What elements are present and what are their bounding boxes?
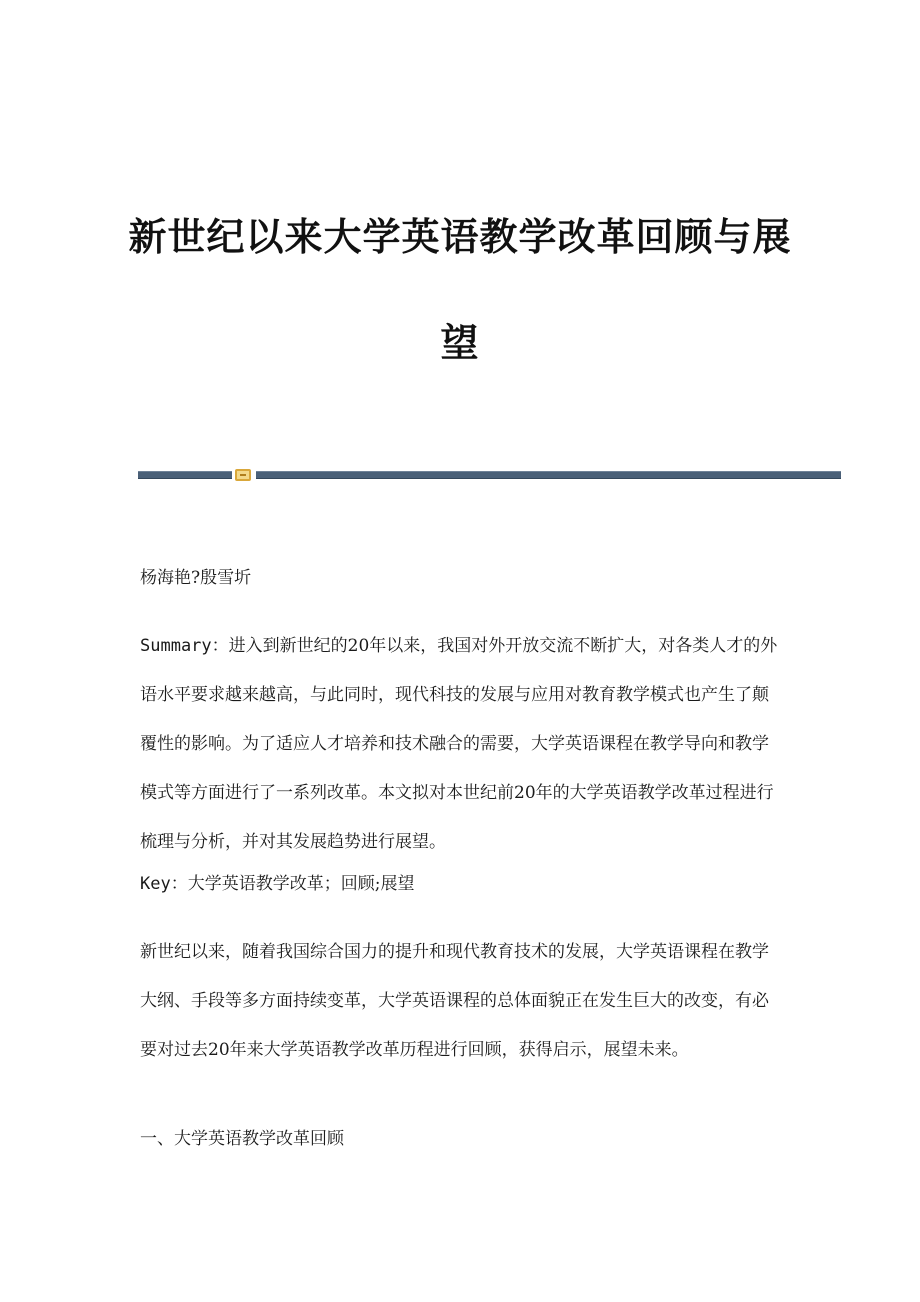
keywords-line: [140, 870, 782, 899]
summary-label: Summary：: [140, 636, 229, 656]
keywords-text: 大学英语教学改革；回顾;展望: [187, 874, 415, 894]
divider-ornament-icon: [235, 469, 251, 481]
intro-paragraph: 新世纪以来，随着我国综合国力的提升和现代教育技术的发展，大学英语课程在教学大纲、手段等多方面持续变革，大学英语课程的总体面貌正在发生巨大的改变，有必要对过去20年来大学英语教学改革历程进行回顾，获得启示，展望未来。: [140, 942, 769, 1060]
divider-bar-right: [256, 471, 841, 479]
summary-text: 进入到新世纪的20年以来，我国对外开放交流不断扩大，对各类人才的外语水平要求越来越高，与此同时，现代科技的发展与应用对教育教学模式也产生了颠覆性的影响。为了适应人才培养和技术融合的需要，大学英语课程在教学导向和教学模式等方面进行了一系列改革。本文拟对本世纪前20年的大学英语教学改革过程进行梳理与分析，并对其发展趋势进行展望。: [140, 636, 778, 852]
section-heading: 一、大学英语教学改革回顾: [140, 1129, 344, 1149]
author-line: 杨海艳?殷雪圻: [140, 568, 252, 588]
divider-bar-left: [138, 471, 232, 479]
keywords-label: Key：: [140, 874, 188, 894]
title-divider: [138, 469, 841, 481]
document-title: 新世纪以来大学英语教学改革回顾与展望: [128, 214, 792, 365]
summary-paragraph: [140, 622, 782, 867]
